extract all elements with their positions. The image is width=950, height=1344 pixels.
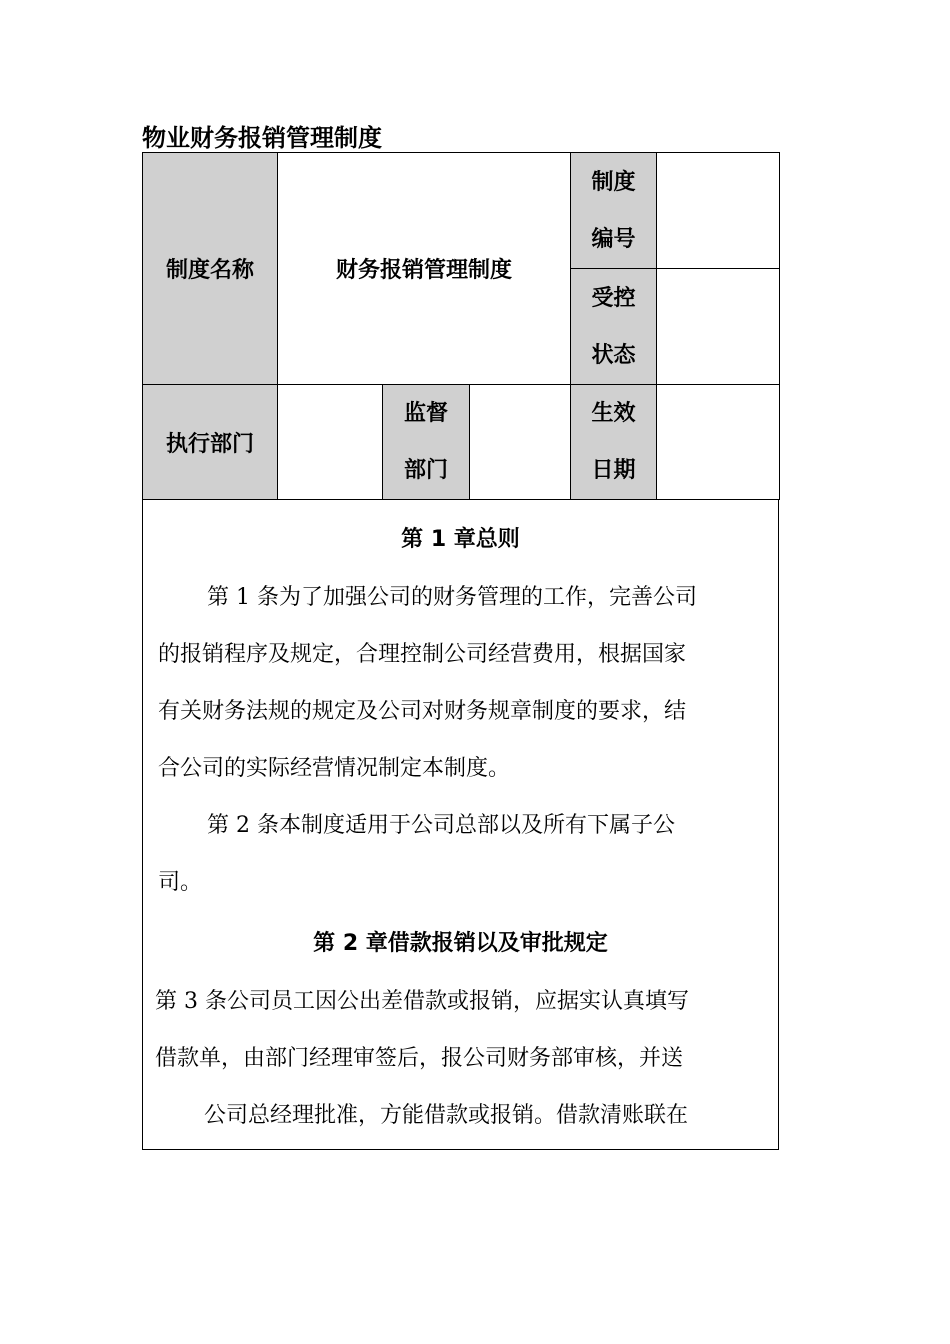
regulation-info-table [142,152,780,500]
effective-date-label [571,385,657,500]
regulation-body [142,499,779,1150]
regulation-code-value [657,153,780,269]
supervise-dept-label [383,385,470,500]
supervise-dept-value [470,385,571,500]
effective-date-label-line1: 生效 [591,401,636,426]
article-1-line: 第 1 条为了加强公司的财务管理的工作，完善公司 [207,585,697,610]
article-3-line: 公司总经理批准，方能借款或报销。借款清账联在 [204,1103,689,1128]
article-1-line: 有关财务法规的规定及公司对财务规章制度的要求，结 [158,699,687,724]
control-status-label-line1: 受控 [591,285,636,311]
article-2-line: 第 2 条本制度适用于公司总部以及所有下属子公 [207,813,675,838]
article-1-line: 合公司的实际经营情况制定本制度。 [158,756,511,781]
chapter2-heading: 第 2 章借款报销以及审批规定 [313,931,608,956]
exec-dept-value [278,385,383,500]
article-2 [143,797,778,911]
regulation-code-label [571,153,657,269]
control-status-label [571,269,657,385]
control-status-label-line2: 状态 [591,342,636,368]
regulation-code-label-line2: 编号 [591,226,636,252]
regulation-code-label-line1: 制度 [591,169,636,195]
exec-dept-label: 执行部门 [143,385,278,500]
document-title: 物业财务报销管理制度 [142,124,382,152]
regulation-name-value: 财务报销管理制度 [278,153,571,385]
supervise-dept-label-line2: 部门 [403,458,448,483]
article-1-line: 的报销程序及规定，合理控制公司经营费用，根据国家 [158,642,687,667]
chapter1-heading: 第 1 章总则 [401,527,520,552]
control-status-value [657,269,780,385]
supervise-dept-label-line1: 监督 [403,401,448,426]
article-3 [143,973,778,1144]
effective-date-value [657,385,780,500]
article-2-line: 司。 [158,870,203,895]
effective-date-label-line2: 日期 [591,458,636,483]
article-3-line: 借款单，由部门经理审签后，报公司财务部审核，并送 [155,1046,684,1071]
article-1 [143,569,778,797]
article-3-line: 第 3 条公司员工因公出差借款或报销，应据实认真填写 [155,989,689,1014]
regulation-name-label: 制度名称 [143,153,278,385]
